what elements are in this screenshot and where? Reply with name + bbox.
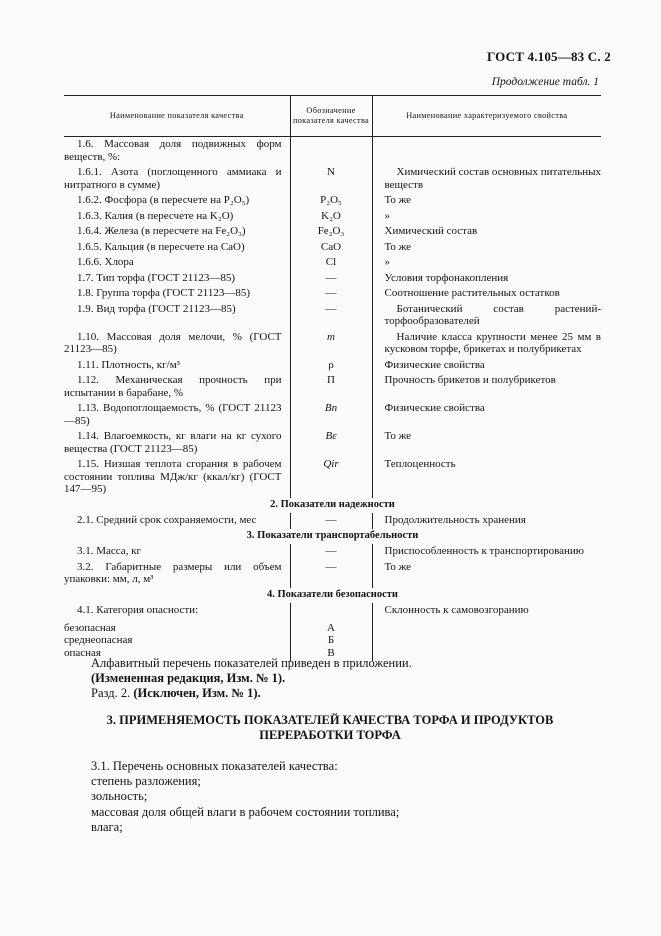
quality-indicators-table — [64, 95, 601, 661]
indicator-name: 1.6.1. Азота (поглощенного аммиака и нитратного в сумме) — [64, 166, 282, 191]
indicator-property: Физические свойства — [384, 402, 485, 414]
indicator-symbol: Qir — [290, 457, 372, 498]
table-row — [64, 401, 601, 429]
indicator-property: Соотношение растительных остатков — [384, 287, 560, 299]
table-row — [64, 330, 601, 358]
indicator-name: 1.8. Группа торфа (ГОСТ 21123—85) — [77, 287, 250, 299]
indicator-property: Склонность к самовозгоранию — [384, 604, 529, 616]
indicator-property: Химический состав — [384, 225, 478, 237]
indicator-symbol: Б — [290, 634, 372, 647]
indicator-name: среднеопасная — [64, 634, 133, 646]
table-row — [64, 255, 601, 271]
table-row — [64, 634, 601, 647]
list-item: степень разложения; — [91, 774, 201, 789]
table-row — [64, 240, 601, 256]
section-excluded-prefix: Разд. 2. — [91, 686, 134, 700]
table-row — [64, 373, 601, 401]
section-heading: 3. Показатели транспортабельности — [246, 529, 419, 541]
indicator-symbol — [290, 603, 372, 622]
indicator-property: Наличие класса крупности менее 25 мм в кусковом торфе, брикетах и полубрикетах — [384, 330, 601, 355]
header-property: Наименование характеризуемого свойства — [372, 96, 601, 137]
indicator-property: То же — [384, 560, 411, 573]
header-indicator-name: Наименование показателя качества — [64, 96, 290, 137]
section-heading-row — [64, 498, 601, 514]
indicator-property: Теплоценность — [384, 458, 456, 470]
header-indicator-symbol: Обозначение показателя качества — [290, 96, 372, 137]
indicator-name: 1.15. Низшая теплота сгорания в рабочем состоянии топлива МДж/кг (ккал/кг) (ГОСТ 147—95) — [64, 458, 282, 495]
indicator-name: 1.6. Массовая доля подвижных форм веществ, %: — [64, 138, 282, 163]
table-row — [64, 271, 601, 287]
table-row — [64, 302, 601, 330]
indicator-name: 3.1. Масса, кг — [77, 545, 142, 557]
alphabetical-index-note: Алфавитный перечень показателей приведен в приложении. — [91, 656, 412, 670]
indicator-name: 1.12. Механическая прочность при испытании в барабане, % — [64, 374, 282, 399]
section-excluded-bold: (Исключен, Изм. № 1). — [133, 686, 261, 700]
amendment-note: (Измененная редакция, Изм. № 1). — [91, 671, 286, 685]
indicator-symbol: — — [290, 560, 372, 588]
indicator-property — [372, 137, 601, 166]
indicator-symbol: В — [290, 647, 372, 662]
indicator-name: 1.7. Тип торфа (ГОСТ 21123—85) — [77, 271, 236, 284]
indicator-symbol: CaO — [290, 240, 372, 256]
indicator-name: 1.9. Вид торфа (ГОСТ 21123—85) — [77, 302, 236, 315]
indicator-symbol: — — [290, 302, 372, 330]
section-heading-row — [64, 588, 601, 604]
list-item: зольность; — [91, 789, 148, 804]
indicator-property: Приспособленность к транспортированию — [384, 545, 584, 557]
indicator-symbol: — — [290, 286, 372, 302]
list-item: влага; — [91, 819, 123, 834]
indicator-symbol: — — [290, 271, 372, 287]
table-row — [64, 137, 601, 166]
table-row — [64, 622, 601, 635]
indicator-name: 1.6.2. Фосфора (в пересчете на P₂O₅) — [77, 194, 250, 206]
table-row — [64, 513, 601, 529]
indicator-property: Химический состав основных питательных веществ — [384, 166, 601, 191]
indicator-property: То же — [384, 430, 411, 442]
table-row — [64, 286, 601, 302]
indicator-symbol: N — [290, 165, 372, 193]
indicator-symbol: П — [290, 373, 372, 401]
table-row — [64, 165, 601, 193]
indicator-symbol: m — [290, 330, 372, 358]
indicator-name: 1.11. Плотность, кг/м³ — [77, 358, 180, 371]
indicator-property — [372, 622, 601, 635]
indicator-symbol: Bп — [290, 401, 372, 429]
indicator-symbol: Cl — [290, 255, 372, 271]
indicator-property: » — [384, 256, 390, 268]
table-row — [64, 457, 601, 498]
table-row — [64, 560, 601, 588]
indicator-property: То же — [384, 240, 411, 253]
indicator-property: Ботанический состав растений-торфообразователей — [384, 302, 601, 327]
table-continuation-label: Продолжение табл. 1 — [491, 76, 599, 88]
indicator-property: Физические свойства — [384, 358, 485, 371]
indicator-symbol: ρ — [290, 358, 372, 374]
table-row — [64, 603, 601, 622]
indicator-name: 1.6.6. Хлора — [77, 256, 134, 268]
list-item: массовая доля общей влаги в рабочем состоянии топлива; — [91, 804, 400, 819]
table-row — [64, 224, 601, 240]
indicator-symbol: Bε — [290, 429, 372, 457]
indicator-symbol — [290, 137, 372, 166]
indicator-symbol: P₂O₅ — [290, 193, 372, 209]
indicator-property: То же — [384, 194, 411, 206]
indicator-name: 4.1. Категория опасности: — [77, 604, 199, 616]
indicator-property — [372, 634, 601, 647]
indicator-symbol: Fe₂O₃ — [290, 224, 372, 240]
indicator-name: 1.6.4. Железа (в пересчете на Fe₂O₃) — [77, 225, 246, 237]
indicator-name: 2.1. Средний срок сохраняемости, мес — [77, 514, 257, 526]
table-row — [64, 209, 601, 225]
indicator-property: » — [384, 209, 390, 222]
indicator-name: 1.6.5. Кальция (в пересчете на CaO) — [77, 240, 245, 253]
indicator-name: 1.13. Водопоглощаемость, % (ГОСТ 21123—85) — [64, 402, 282, 427]
indicator-property: Условия торфонакопления — [384, 271, 509, 284]
section-heading-row — [64, 529, 601, 545]
indicator-list — [91, 759, 399, 835]
indicator-name: безопасная — [64, 621, 116, 634]
indicator-symbol: А — [290, 622, 372, 635]
section-heading: 4. Показатели безопасности — [267, 588, 398, 600]
list-intro: 3.1. Перечень основных показателей качества: — [91, 759, 338, 773]
indicator-name: 1.6.3. Калия (в пересчете на K₂O) — [77, 209, 234, 222]
table-row — [64, 193, 601, 209]
indicator-name: 3.2. Габаритные размеры или объем упаковки: мм, л, м³ — [64, 560, 282, 585]
indicator-name: 1.10. Массовая доля мелочи, % (ГОСТ 21123—85) — [64, 330, 282, 355]
indicator-symbol: — — [290, 513, 372, 529]
table-row — [64, 358, 601, 374]
table-row — [64, 429, 601, 457]
indicator-symbol: K₂O — [290, 209, 372, 225]
indicator-symbol: — — [290, 544, 372, 560]
page-header: ГОСТ 4.105—83 С. 2 — [486, 49, 611, 64]
indicator-property: Прочность брикетов и полубрикетов — [384, 374, 556, 386]
section-heading: 2. Показатели надежности — [270, 498, 395, 510]
indicator-name: опасная — [64, 646, 101, 659]
section-3-heading: 3. ПРИМЕНЯЕМОСТЬ ПОКАЗАТЕЛЕЙ КАЧЕСТВА ТОРФА И ПРОДУКТОВ ПЕРЕРАБОТКИ ТОРФА — [106, 713, 554, 742]
indicator-name: 1.14. Влагоемкость, кг влаги на кг сухого вещества (ГОСТ 21123—85) — [64, 430, 282, 455]
indicator-property: Продолжительность хранения — [384, 514, 526, 526]
section-excluded-note — [91, 686, 261, 701]
table-row — [64, 544, 601, 560]
